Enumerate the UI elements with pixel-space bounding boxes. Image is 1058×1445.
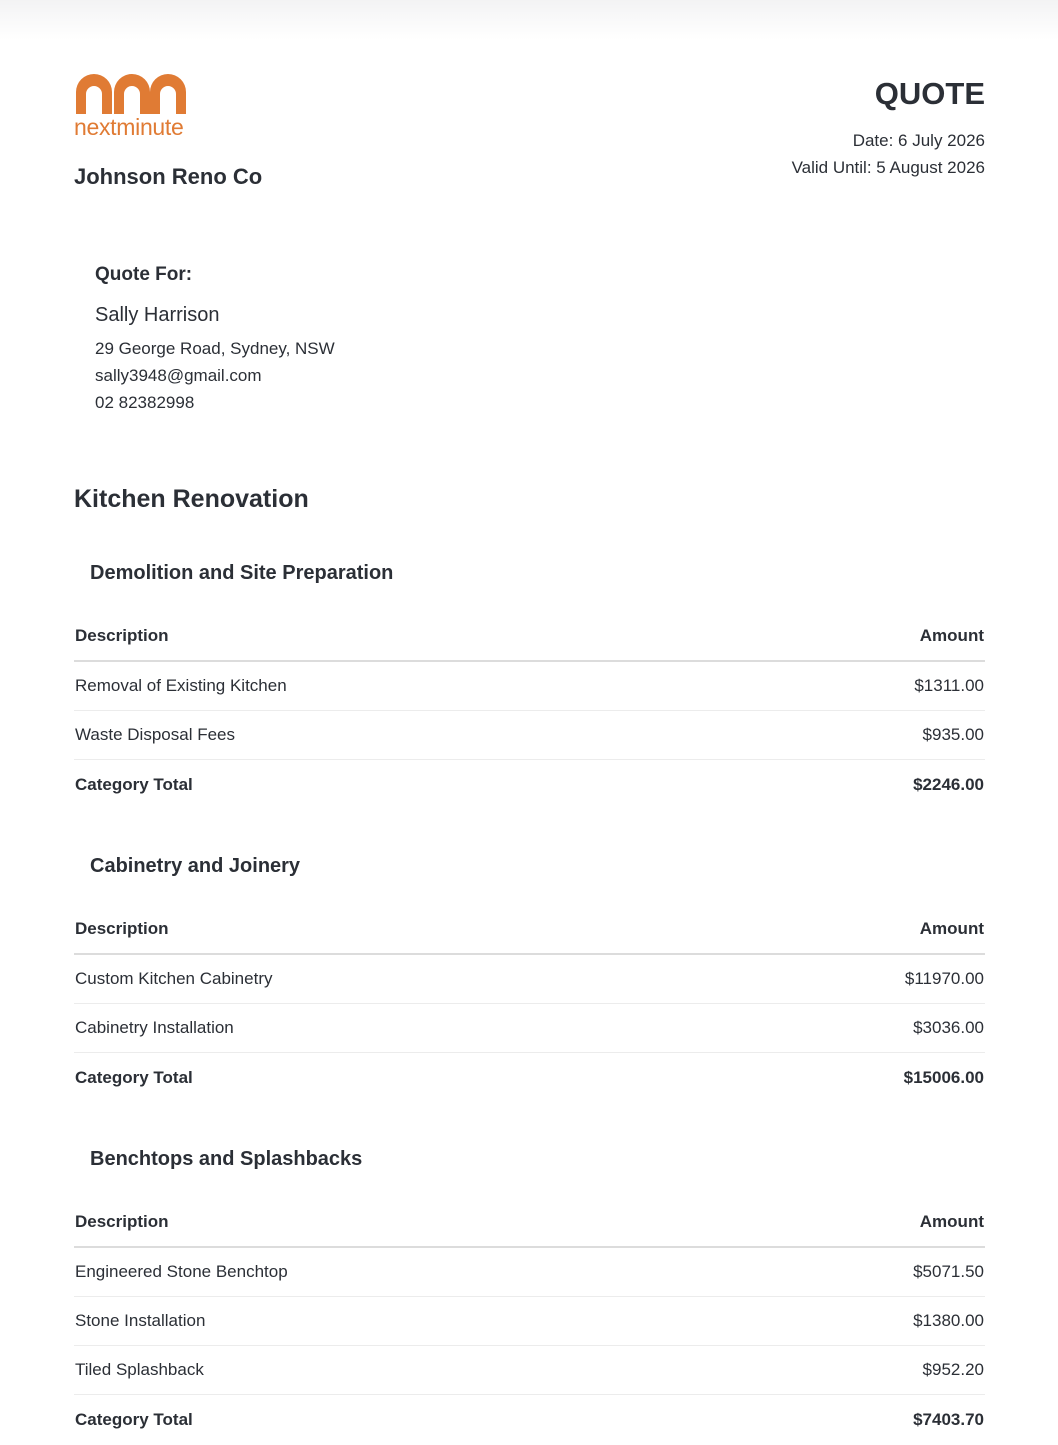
category-total-amount: $15006.00 — [903, 1067, 984, 1087]
item-description: Tiled Splashback — [75, 1360, 204, 1379]
description-header: Description — [75, 919, 169, 938]
top-shadow — [0, 0, 1058, 40]
category-section — [74, 1148, 985, 1444]
item-description: Removal of Existing Kitchen — [75, 676, 287, 695]
client-email: sally3948@gmail.com — [95, 366, 262, 385]
item-description: Waste Disposal Fees — [75, 725, 235, 744]
table-row — [74, 1248, 985, 1297]
amount-header: Amount — [919, 1212, 984, 1231]
document-title: QUOTE — [874, 76, 985, 111]
logo-wordmark: nextminute — [74, 114, 184, 140]
quote-date: Date: 6 July 2026 — [852, 131, 985, 150]
quote-valid-until: Valid Until: 5 August 2026 — [791, 158, 985, 177]
item-amount: $935.00 — [922, 725, 984, 744]
category-total-amount: $7403.70 — [913, 1409, 984, 1429]
category-title: Cabinetry and Joinery — [90, 855, 301, 877]
table-header-row — [74, 612, 985, 662]
item-amount: $952.20 — [922, 1360, 984, 1379]
description-header: Description — [75, 1212, 169, 1231]
client-heading: Quote For: — [95, 264, 193, 285]
category-total-row — [74, 1395, 985, 1444]
logo-arches-icon — [74, 72, 214, 114]
category-total-label: Category Total — [75, 1067, 193, 1087]
table-row — [74, 711, 985, 760]
item-amount: $3036.00 — [913, 1018, 984, 1037]
category-total-label: Category Total — [75, 1409, 193, 1429]
table-row — [74, 1297, 985, 1346]
company-name: Johnson Reno Co — [74, 164, 263, 189]
item-description: Custom Kitchen Cabinetry — [75, 969, 273, 988]
category-total-label: Category Total — [75, 774, 193, 794]
category-total-row — [74, 1053, 985, 1102]
item-description: Stone Installation — [75, 1311, 206, 1330]
description-header: Description — [75, 626, 169, 645]
company-logo — [74, 72, 214, 140]
category-title: Benchtops and Splashbacks — [90, 1148, 363, 1170]
category-section — [74, 855, 985, 1102]
item-amount: $1311.00 — [914, 676, 984, 695]
amount-header: Amount — [919, 626, 984, 645]
table-row — [74, 1346, 985, 1395]
table-header-row — [74, 905, 985, 955]
item-amount: $5071.50 — [913, 1262, 984, 1281]
item-amount: $11970.00 — [904, 969, 984, 988]
item-description: Cabinetry Installation — [75, 1018, 234, 1037]
category-total-row — [74, 760, 985, 809]
category-section — [74, 562, 985, 809]
project-title: Kitchen Renovation — [74, 485, 309, 513]
client-phone: 02 82382998 — [95, 393, 195, 412]
category-total-amount: $2246.00 — [913, 774, 984, 794]
table-row — [74, 662, 985, 711]
category-title: Demolition and Site Preparation — [90, 562, 394, 584]
client-name: Sally Harrison — [95, 304, 220, 326]
table-row — [74, 1004, 985, 1053]
item-description: Engineered Stone Benchtop — [75, 1262, 288, 1281]
table-header-row — [74, 1198, 985, 1248]
amount-header: Amount — [919, 919, 984, 938]
client-address: 29 George Road, Sydney, NSW — [95, 339, 335, 358]
table-row — [74, 955, 985, 1004]
client-block — [95, 264, 335, 416]
item-amount: $1380.00 — [913, 1311, 984, 1330]
